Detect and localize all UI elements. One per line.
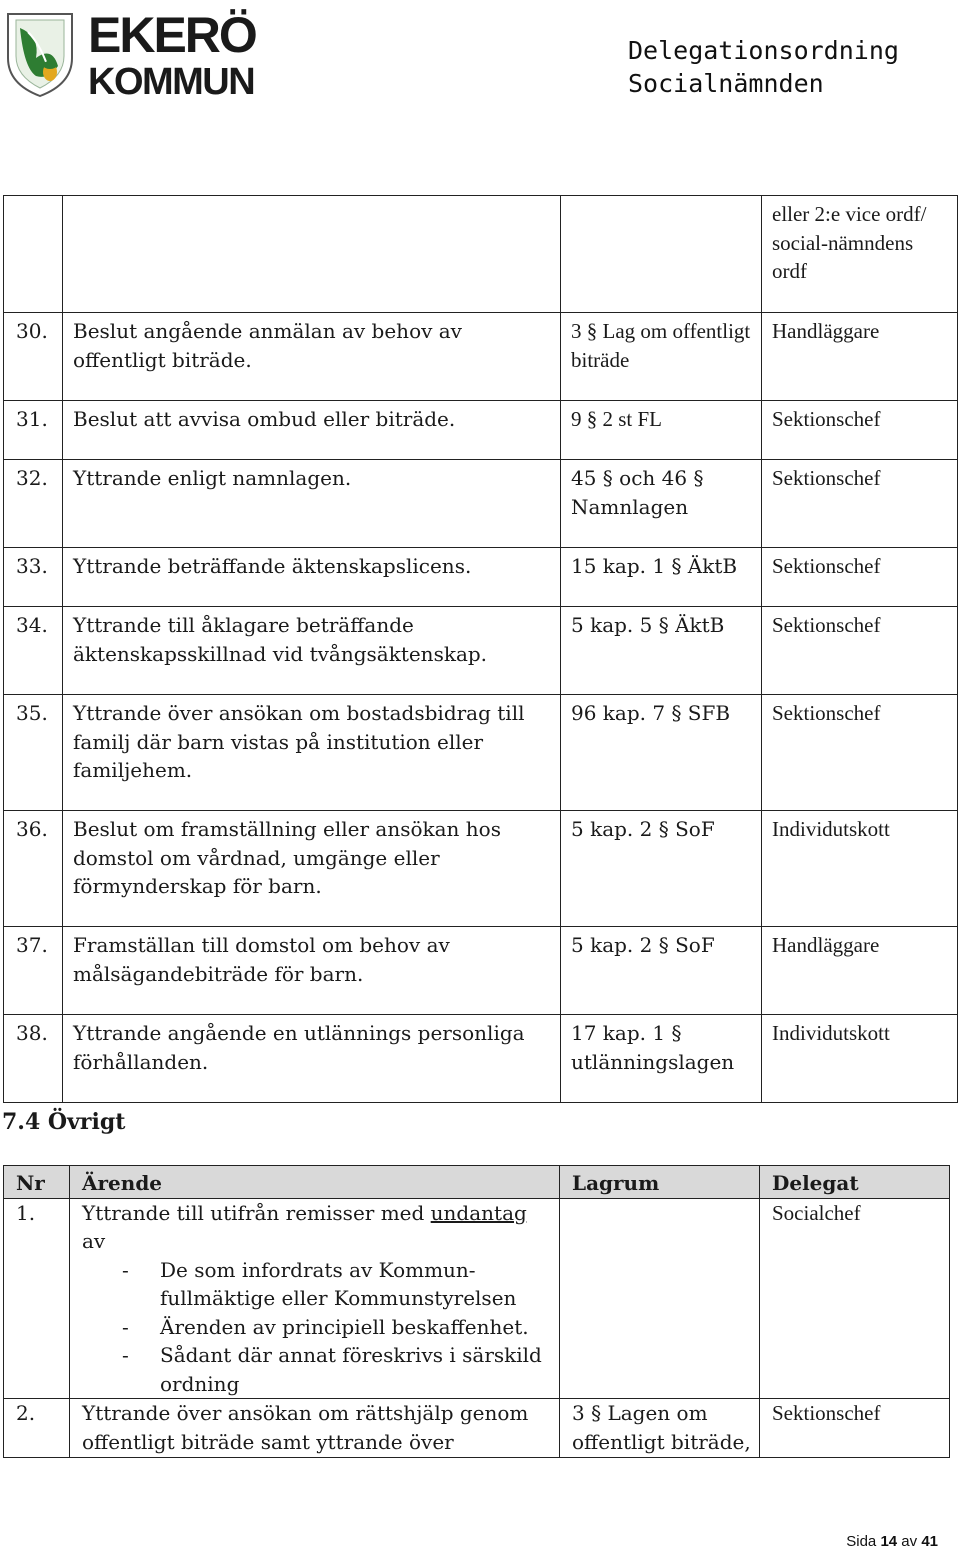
row-lagrum: 15 kap. 1 § ÄktB [561,548,762,607]
table-row [4,1198,950,1399]
row-nr: 2. [4,1399,70,1458]
row-delegat: Handläggare [762,927,958,1015]
row-delegat: eller 2:e vice ordf/ social-nämndens ordf [762,196,958,313]
row-nr: 34. [4,607,63,695]
table-row [4,695,958,811]
row-nr: 31. [4,401,63,460]
row-delegat: Sektionschef [760,1399,950,1458]
table-row [4,811,958,927]
section-heading: 7.4 Övrigt [2,1109,126,1135]
row-lagrum: 3 § Lag om offentligt biträde [561,313,762,401]
logo-text-ekero: EKERÖ [88,7,256,63]
row-nr: 37. [4,927,63,1015]
row-lagrum: 96 kap. 7 § SFB [561,695,762,811]
row-lagrum: 45 § och 46 § Namnlagen [561,460,762,548]
row-lagrum: 5 kap. 5 § ÄktB [561,607,762,695]
row-nr: 32. [4,460,63,548]
document-title-line2: Socialnämnden [628,69,824,98]
row-delegat: Socialchef [760,1198,950,1399]
row-arende: Yttrande beträffande äktenskapslicens. [63,548,561,607]
table-header-row [4,1166,950,1199]
list-item: - De som infordrats av Kommun-fullmäktige eller Kommunstyrelsen [122,1256,551,1313]
delegation-table-continued [3,195,958,1103]
column-header-nr: Nr [4,1166,70,1199]
table-row [4,607,958,695]
row-delegat: Individutskott [762,811,958,927]
row-delegat: Sektionschef [762,401,958,460]
row-delegat: Sektionschef [762,695,958,811]
ekero-shield-icon [6,6,266,98]
page-number-prefix: Sida [846,1533,881,1550]
row-arende: Yttrande över ansökan om rättshjälp genom offentligt biträde samt yttrande över [70,1399,560,1458]
row-delegat: Handläggare [762,313,958,401]
row-lagrum: 3 § Lagen om offentligt biträde, [560,1399,760,1458]
page-number [846,1533,938,1550]
row-lagrum: 17 kap. 1 § utlänningslagen [561,1015,762,1103]
row-arende-underlined: undantag [430,1200,527,1225]
row-arende: Yttrande till åklagare beträffande äktenskapsskillnad vid tvångsäktenskap. [63,607,561,695]
row-arende-text-end: av [82,1229,106,1253]
table-row [4,460,958,548]
table-row [4,548,958,607]
row-arende: Framställan till domstol om behov av målsägandebiträde för barn. [63,927,561,1015]
row-lagrum: 9 § 2 st FL [561,401,762,460]
row-nr: 35. [4,695,63,811]
table-row [4,196,958,313]
table-row [4,927,958,1015]
row-nr: 36. [4,811,63,927]
row-arende [63,196,561,313]
row-delegat: Sektionschef [762,607,958,695]
page-number-mid: av [897,1533,922,1550]
row-lagrum: 5 kap. 2 § SoF [561,927,762,1015]
row-lagrum [561,196,762,313]
logo-text-kommun: KOMMUN [88,61,255,98]
row-nr [4,196,63,313]
row-lagrum: 5 kap. 2 § SoF [561,811,762,927]
document-title [628,34,899,100]
row-delegat: Sektionschef [762,548,958,607]
table-row [4,1015,958,1103]
column-header-arende: Ärende [70,1166,560,1199]
row-arende: Beslut att avvisa ombud eller biträde. [63,401,561,460]
row-arende-text: Yttrande till utifrån remisser med [82,1200,431,1225]
row-arende: Yttrande angående en utlännings personliga förhållanden. [63,1015,561,1103]
page-number-total: 41 [921,1533,938,1550]
ovrigt-table [3,1165,950,1458]
column-header-lagrum: Lagrum [560,1166,760,1199]
row-delegat: Individutskott [762,1015,958,1103]
document-title-line1: Delegationsordning [628,36,899,65]
row-lagrum [560,1198,760,1399]
row-nr: 30. [4,313,63,401]
page-number-current: 14 [880,1533,898,1550]
row-arende: Beslut om framställning eller ansökan hos domstol om vårdnad, umgänge eller förmynderskap för barn. [63,811,561,927]
row-arende: Yttrande enligt namnlagen. [63,460,561,548]
kommun-logo [6,6,266,98]
exception-list [82,1256,551,1399]
row-arende: Yttrande över ansökan om bostadsbidrag till familj där barn vistas på institution eller familjehem. [63,695,561,811]
list-item: - Ärenden av principiell beskaffenhet. [122,1313,551,1342]
table-row [4,1399,950,1458]
row-arende [70,1198,560,1399]
row-arende: Beslut angående anmälan av behov av offentligt biträde. [63,313,561,401]
row-nr: 33. [4,548,63,607]
row-nr: 1. [4,1198,70,1399]
column-header-delegat: Delegat [760,1166,950,1199]
row-delegat: Sektionschef [762,460,958,548]
row-nr: 38. [4,1015,63,1103]
table-row [4,401,958,460]
table-row [4,313,958,401]
list-item: - Sådant där annat föreskrivs i särskild ordning [122,1341,551,1398]
